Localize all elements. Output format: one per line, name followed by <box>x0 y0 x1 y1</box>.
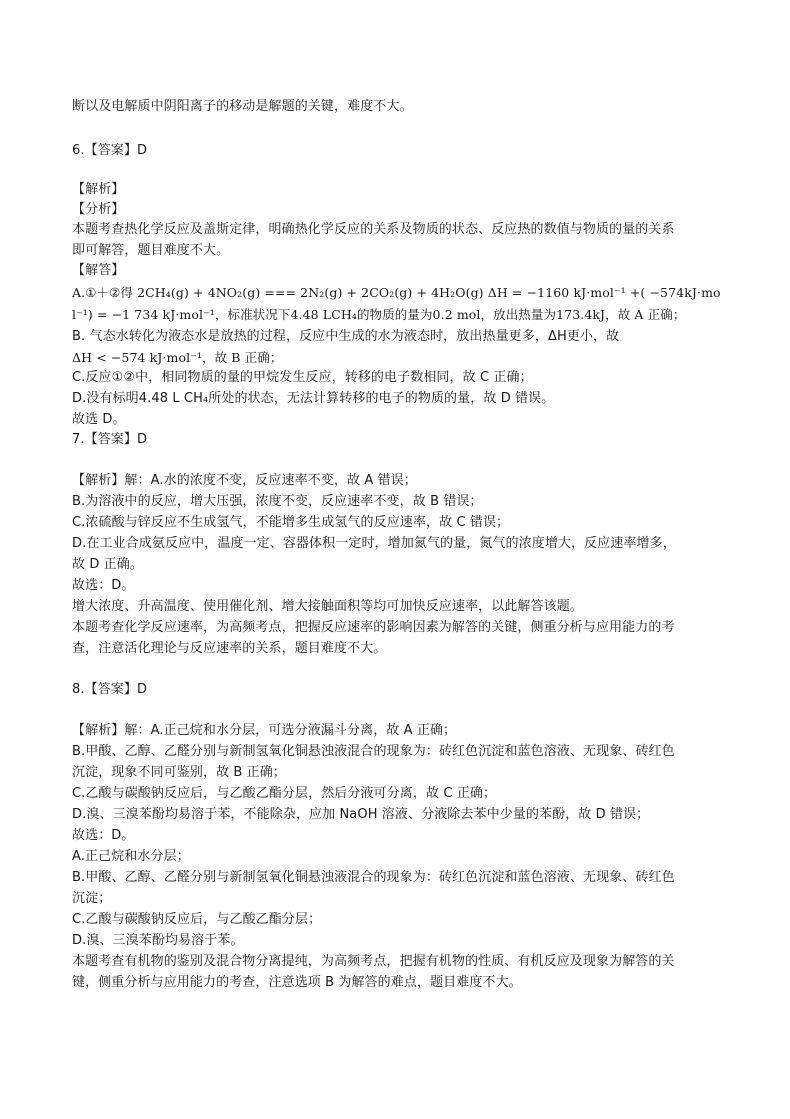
text-line: 故选：D。 <box>72 578 135 593</box>
text-line: D.在工业合成氨反应中，温度一定、容器体积一定时，增加氮气的量，氮气的浓度增大，反应速率增多， <box>72 536 676 551</box>
text-line: 断以及电解质中阴阳离子的移动是解题的关键，难度不大。 <box>72 99 413 114</box>
section-label-jieda: 【解答】 <box>72 263 125 278</box>
section-label-analysis: 【解析】 <box>72 182 125 197</box>
text-line: 沉淀，现象不同可鉴别，故 B 正确； <box>72 765 286 780</box>
text-line: D.溴、三溴苯酚均易溶于苯。 <box>72 933 244 948</box>
equation-line: A.①＋②得 2CH₄(g) + 4NO₂(g) === 2N₂(g) + 2CO₂(g) + 4H₂O(g) ΔH = −1160 kJ·mol⁻¹ +( −574kJ·mo <box>72 285 721 300</box>
text-line: 查，注意活化理论与反应速率的关系，题目难度不大。 <box>72 641 387 656</box>
text-line: 本题考查热化学反应及盖斯定律，明确热化学反应的关系及物质的状态、反应热的数值与物质的量的关系 <box>72 222 675 237</box>
answer-heading-8: 8.【答案】D <box>72 682 148 697</box>
text-line: 沉淀； <box>72 891 112 906</box>
text-line: 故选 D。 <box>72 412 126 427</box>
answer-heading-7: 7.【答案】D <box>72 432 148 447</box>
text-line: 增大浓度、升高温度、使用催化剂、增大接触面积等均可加快反应速率，以此解答该题。 <box>72 599 583 614</box>
text-line: B.为溶液中的反应，增大压强，浓度不变，反应速率不变，故 B 错误； <box>72 494 483 509</box>
text-line: B. 气态水转化为液态水是放热的过程，反应中生成的水为液态时，放出热量更多，ΔH更小，故 <box>72 329 620 344</box>
text-line: C.反应①②中，相同物质的量的甲烷发生反应，转移的电子数相同，故 C 正确； <box>72 370 533 385</box>
text-line: 本题考查有机物的鉴别及混合物分离提纯，为高频考点，把握有机物的性质、有机反应及现象为解答的关 <box>72 954 675 969</box>
text-line: B.甲酸、乙醇、乙醛分别与新制氢氧化铜悬浊液混合的现象为：砖红色沉淀和蓝色溶液、无现象、砖红色 <box>72 870 675 885</box>
text-line: 故 D 正确。 <box>72 557 143 572</box>
text-line: D.溴、三溴苯酚均易溶于苯，不能除杂，应加 NaOH 溶液、分液除去苯中少量的苯酚，故 D 错误； <box>72 807 650 822</box>
equation-line: l⁻¹) = −1 734 kJ·mol⁻¹，标准状况下4.48 LCH₄的物质的量为0.2 mol，放出热量为173.4kJ，故 A 正确； <box>72 307 686 322</box>
text-line: 即可解答，题目难度不大。 <box>72 243 230 258</box>
text-line: C.乙酸与碳酸钠反应后，与乙酸乙酯分层，然后分液可分离，故 C 正确； <box>72 786 497 801</box>
text-line: 本题考查化学反应速率，为高频考点，把握反应速率的影响因素为解答的关键，侧重分析与应用能力的考 <box>72 620 675 635</box>
text-line: D.没有标明4.48 L CH₄所处的状态，无法计算转移的电子的物质的量，故 D 错误。 <box>72 391 555 406</box>
equation-line: ΔH < −574 kJ·mol⁻¹，故 B 正确； <box>72 350 283 365</box>
section-label-fenxi: 【分析】 <box>72 202 125 217</box>
text-line: C.浓硫酸与锌反应不生成氢气，不能增多生成氢气的反应速率，故 C 错误； <box>72 515 510 530</box>
text-line: A.正己烷和水分层； <box>72 849 190 864</box>
text-line: 【解析】解：A.正己烷和水分层，可选分液漏斗分离，故 A 正确； <box>72 723 457 738</box>
text-line: C.乙酸与碳酸钠反应后，与乙酸乙酯分层； <box>72 912 322 927</box>
text-line: 【解析】解：A.水的浓度不变，反应速率不变，故 A 错误； <box>72 473 417 488</box>
answer-heading-6: 6.【答案】D <box>72 143 148 158</box>
text-line: B.甲酸、乙醇、乙醛分别与新制氢氧化铜悬浊液混合的现象为：砖红色沉淀和蓝色溶液、无现象、砖红色 <box>72 744 675 759</box>
text-line: 故选：D。 <box>72 828 135 843</box>
text-line: 键，侧重分析与应用能力的考查，注意选项 B 为解答的难点，题目难度不大。 <box>72 975 522 990</box>
